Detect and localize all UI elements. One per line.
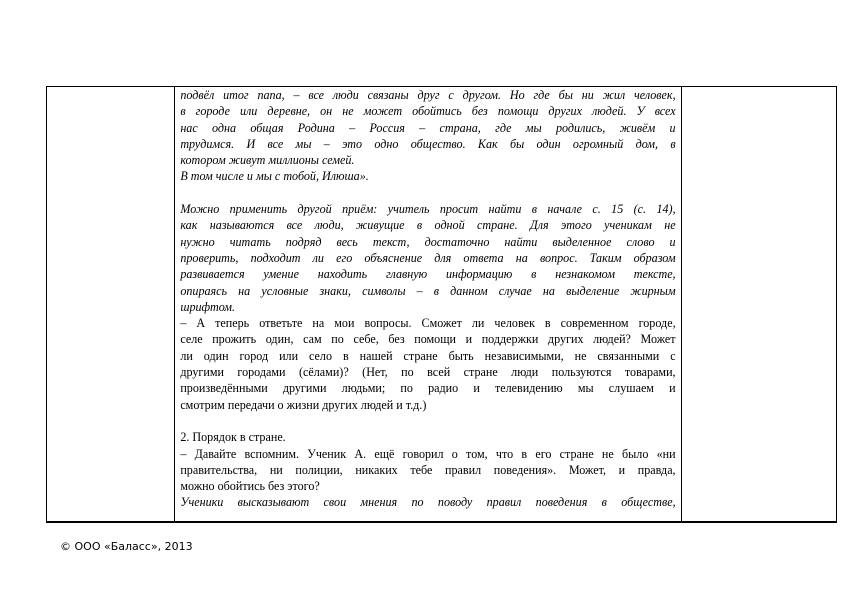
text-line: в городе или деревне, он не может обойтись без помощи других людей. У всех xyxy=(180,104,676,119)
text-line: другими городами (сёлами)? (Нет, по всей стране люди пользуются товарами, xyxy=(180,365,676,380)
paragraph-summary xyxy=(180,87,675,185)
text-line: нужно читать подряд весь текст, достаточно найти выделенное слово и xyxy=(180,234,676,249)
text-line: трудимся. И все мы – это одно общество. Как бы один огромный дом, в xyxy=(180,136,676,151)
text-line: ли один город или село в нашей стране быть независимыми, не связанными с xyxy=(180,348,676,363)
blank-line xyxy=(180,413,675,429)
table-row xyxy=(47,87,837,523)
text-line: как называются все люди, живущие в одной стране. Для этого ученикам не xyxy=(180,218,676,233)
table-cell-stage xyxy=(47,87,175,523)
text-line: Можно применить другой приём: учитель просит найти в начале с. 15 (с. 14), xyxy=(180,202,676,217)
text-line: – Давайте вспомним. Ученик А. ещё говорил о том, что в его стране не было «ни xyxy=(180,446,676,461)
text-line: смотрим передачи о жизни других людей и т.д.) xyxy=(180,397,427,412)
paragraph-student-opinions xyxy=(180,494,675,510)
text-line: опираясь на условные знаки, символы – в данном случае на выделение жирным xyxy=(180,283,676,298)
section-heading: 2. Порядок в стране. xyxy=(180,430,286,445)
text-line: нас одна общая Родина – Россия – страна, где мы родились, живём и xyxy=(180,120,676,135)
text-line: селе прожить один, сам по себе, без помощи и поддержки других людей? Может xyxy=(180,332,676,347)
text-line: Ученики высказывают свои мнения по поводу правил поведения в обществе, xyxy=(180,495,676,510)
content-text xyxy=(175,87,680,511)
text-line: произведёнными другими людьми; по радио и телевидению мы слушаем и xyxy=(180,381,676,396)
text-line: проверить, подходит ли его объяснение для ответа на вопрос. Таким образом xyxy=(180,250,676,265)
paragraph-method-note xyxy=(180,201,675,315)
text-line: шрифтом. xyxy=(180,299,236,314)
paragraph-order-in-country xyxy=(180,429,675,494)
table-cell-content xyxy=(175,87,681,523)
blank-line xyxy=(180,185,675,201)
text-line: подвёл итог папа, – все люди связаны друг с другом. Но где бы ни жил человек, xyxy=(180,88,676,102)
text-line: котором живут миллионы семей. xyxy=(180,153,355,168)
text-line: – А теперь ответьте на мои вопросы. Сможет ли человек в современном городе, xyxy=(180,316,676,331)
copyright-footer: © ООО «Баласс», 2013 xyxy=(60,540,193,553)
table-cell-notes xyxy=(681,87,836,523)
text-line: В том числе и мы с тобой, Илюша». xyxy=(180,169,369,184)
text-line: правительства, ни полиции, никаких тебе правил поведения». Может, и правда, xyxy=(180,462,676,477)
lesson-table xyxy=(46,86,837,523)
text-line: можно обойтись без этого? xyxy=(180,479,320,494)
text-line: развивается умение находить главную информацию в незнакомом тексте, xyxy=(180,267,676,282)
paragraph-questions xyxy=(180,315,675,413)
